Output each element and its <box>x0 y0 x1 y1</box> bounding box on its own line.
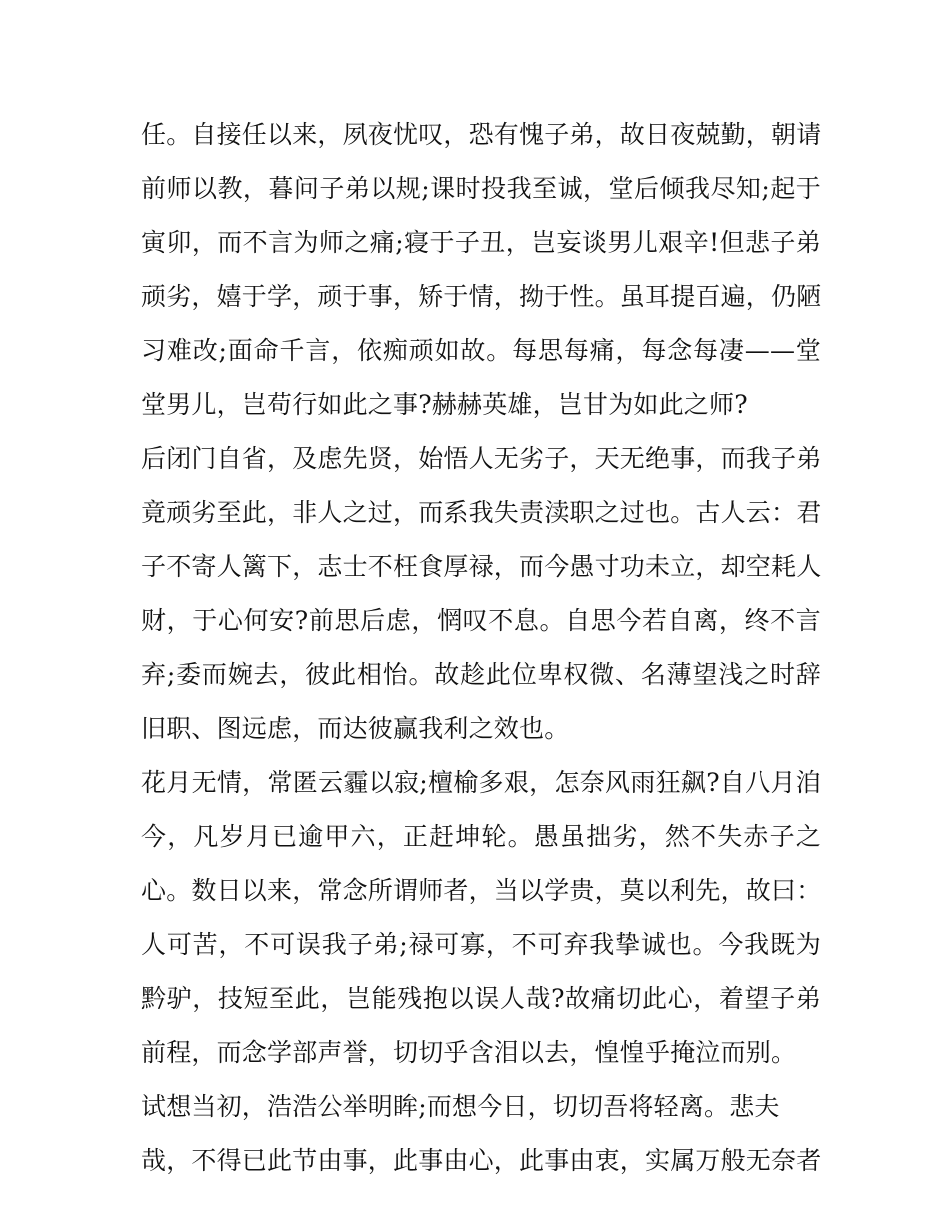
text-line: 前师以教，暮问子弟以规;课时投我至诚，堂后倾我尽知;起于 <box>141 174 821 203</box>
text-line: 子不寄人篱下，志士不枉食厚禄，而今愚寸功未立，却空耗人 <box>141 552 822 581</box>
text-line: 弃;委而婉去，彼此相怡。故趁此位卑权微、名薄望浅之时辞 <box>141 660 821 689</box>
text-line: 人可苦，不可误我子弟;禄可寡，不可弃我挚诚也。今我既为 <box>141 930 821 959</box>
text-line: 习难改;面命千言，依痴顽如故。每思每痛，每念每凄——堂 <box>141 336 821 365</box>
text-line: 后闭门自省，及虑先贤，始悟人无劣子，天无绝事，而我子弟 <box>141 444 822 473</box>
body-text <box>141 108 821 1188</box>
text-line: 前程，而念学部声誉，切切乎含泪以去，惶惶乎掩泣而别。 <box>141 1038 797 1067</box>
text-line: 竟顽劣至此，非人之过，而系我失责渎职之过也。古人云：君 <box>141 498 822 527</box>
text-line: 堂男儿，岂苟行如此之事?赫赫英雄，岂甘为如此之师? <box>141 390 748 419</box>
text-line: 任。自接任以来，夙夜忧叹，恐有愧子弟，故日夜兢勤，朝请 <box>141 120 822 149</box>
text-line: 财，于心何安?前思后虑，惘叹不息。自思今若自离，终不言 <box>141 606 821 635</box>
text-line: 寅卯，而不言为师之痛;寝于子丑，岂妄谈男儿艰辛!但悲子弟 <box>141 228 821 257</box>
text-line: 黔驴，技短至此，岂能残抱以误人哉?故痛切此心，着望子弟 <box>141 984 821 1013</box>
text-line: 今，凡岁月已逾甲六，正赶坤轮。愚虽拙劣，然不失赤子之 <box>141 822 821 851</box>
text-line: 旧职、图远虑，而达彼赢我利之效也。 <box>141 714 570 743</box>
text-line: 花月无情，常匿云霾以寂;檀榆多艰，怎奈风雨狂飙?自八月洎 <box>141 768 821 797</box>
text-line: 心。数日以来，常念所谓师者，当以学贵，莫以利先，故曰： <box>141 876 822 905</box>
text-line: 哉，不得已此节由事，此事由心，此事由衷，实属万般无奈者 <box>141 1146 822 1175</box>
text-line: 试想当初，浩浩公举明眸;而想今日，切切吾将轻离。悲夫 <box>141 1092 780 1121</box>
text-line: 顽劣，嬉于学，顽于事，矫于情，拗于性。虽耳提百遍，仍陋 <box>141 282 822 311</box>
